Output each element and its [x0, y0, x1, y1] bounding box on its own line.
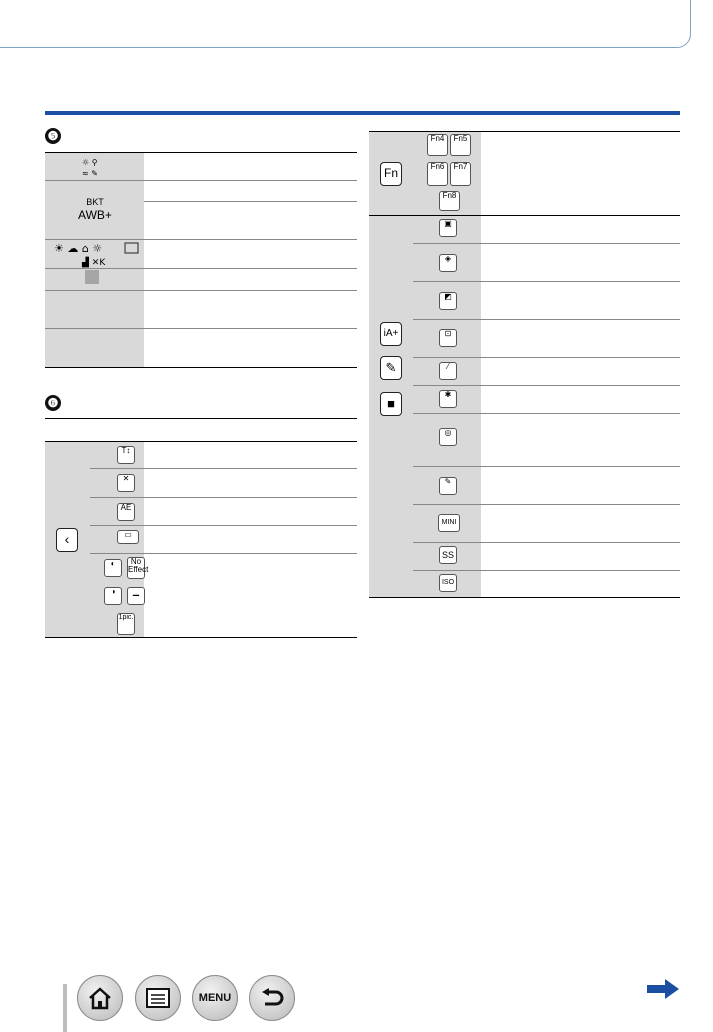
row-line: [45, 367, 357, 368]
row-line: [369, 597, 680, 598]
home-button[interactable]: [77, 975, 123, 1021]
touch-tab-icon: ‹: [56, 528, 78, 552]
ss-icon: SS: [439, 546, 457, 564]
grey-square-icon: [85, 270, 99, 284]
touch-ae-icon: AE: [117, 503, 135, 521]
zoom-tw-icon: T↕: [117, 446, 135, 464]
fn5-icon: Fn5: [450, 134, 471, 156]
defocus-icon: ◑: [104, 587, 122, 605]
row-line: [413, 504, 680, 505]
row-line: [45, 290, 357, 291]
page-header-tab: [0, 0, 691, 48]
nav-divider: [63, 984, 67, 1032]
row-line: [45, 152, 357, 153]
fn8-icon: Fn8: [439, 191, 460, 211]
row-line: [45, 637, 357, 638]
touch-shutter-off-icon: ✕: [117, 474, 135, 492]
exposure-icon: ◩: [439, 292, 457, 310]
next-page-button[interactable]: [645, 977, 681, 1001]
filter-icon-2: ◈: [439, 254, 457, 272]
row-line: [45, 328, 357, 329]
mini-icon: MINI: [438, 514, 460, 532]
menu-label: MENU: [198, 992, 232, 1004]
menu-button[interactable]: [192, 975, 238, 1021]
row-line: [369, 131, 680, 132]
row-line: [413, 570, 680, 571]
section-rule: [45, 111, 680, 115]
peaking-icon: ▭: [117, 530, 139, 544]
row-line: [90, 497, 357, 498]
fn-icon: Fn: [380, 162, 402, 186]
effect-off-icon: ◐: [104, 559, 122, 577]
row-line: [45, 418, 357, 419]
creative-control-icon: ✎: [380, 356, 402, 380]
list-icon: [145, 987, 171, 1009]
no-effect-icon: No Effect: [127, 557, 145, 579]
svg-text:☀ ☁ ⌂ ☼: ☀ ☁ ⌂ ☼: [54, 242, 103, 255]
snowflake-icon: ✱: [439, 390, 457, 408]
frame-icon: ⊡: [439, 329, 457, 347]
bkt-label: BKT: [86, 197, 104, 207]
row-line: [413, 243, 680, 244]
creative-video-icon: ■: [380, 392, 402, 416]
row-line: [45, 239, 357, 240]
self-timer-1pic-icon: 1pic.: [117, 613, 135, 635]
white-balance-icons: [52, 241, 142, 267]
row-line: [413, 357, 680, 358]
row-line: [413, 281, 680, 282]
back-button[interactable]: [249, 975, 295, 1021]
row-line: [45, 180, 357, 181]
row-line: [413, 413, 680, 414]
edit-icon: ⁄: [439, 362, 457, 380]
svg-text:▟ ✕K: ▟ ✕K: [82, 258, 106, 268]
svg-text:≈ ✎: ≈ ✎: [82, 169, 98, 178]
photo-style-icon: ◎: [439, 428, 457, 446]
fn4-wifi-icon: Fn4: [427, 134, 448, 156]
row-line: [45, 268, 357, 269]
row-line: [369, 215, 680, 216]
svg-text:☼ ⚲: ☼ ⚲: [82, 158, 98, 167]
row-line: [90, 553, 357, 554]
row-line: [413, 319, 680, 320]
touch-shutter-icon: ▁: [127, 587, 145, 605]
row-line: [144, 201, 357, 202]
contents-button[interactable]: [135, 975, 181, 1021]
row-line: [45, 441, 357, 442]
row-line: [413, 466, 680, 467]
section-6-marker: ❻: [45, 395, 61, 411]
fn7-snap-icon: Fn7: [450, 162, 471, 186]
intelligent-auto-plus-icon: iA+: [380, 322, 402, 346]
awb-label: AWB+: [78, 208, 112, 222]
scene-mode-icons: [80, 155, 110, 179]
back-icon: [259, 987, 285, 1009]
filter-icon-1: ▣: [439, 219, 457, 237]
home-icon: [87, 986, 113, 1010]
brush-icon: ✎: [439, 477, 457, 495]
row-line: [413, 385, 680, 386]
fn6-icon: Fn6: [427, 162, 448, 186]
iso-icon: ISO: [439, 574, 457, 592]
row-line: [413, 542, 680, 543]
row-line: [90, 468, 357, 469]
row-line: [90, 525, 357, 526]
section-5-marker: ❺: [45, 128, 61, 144]
